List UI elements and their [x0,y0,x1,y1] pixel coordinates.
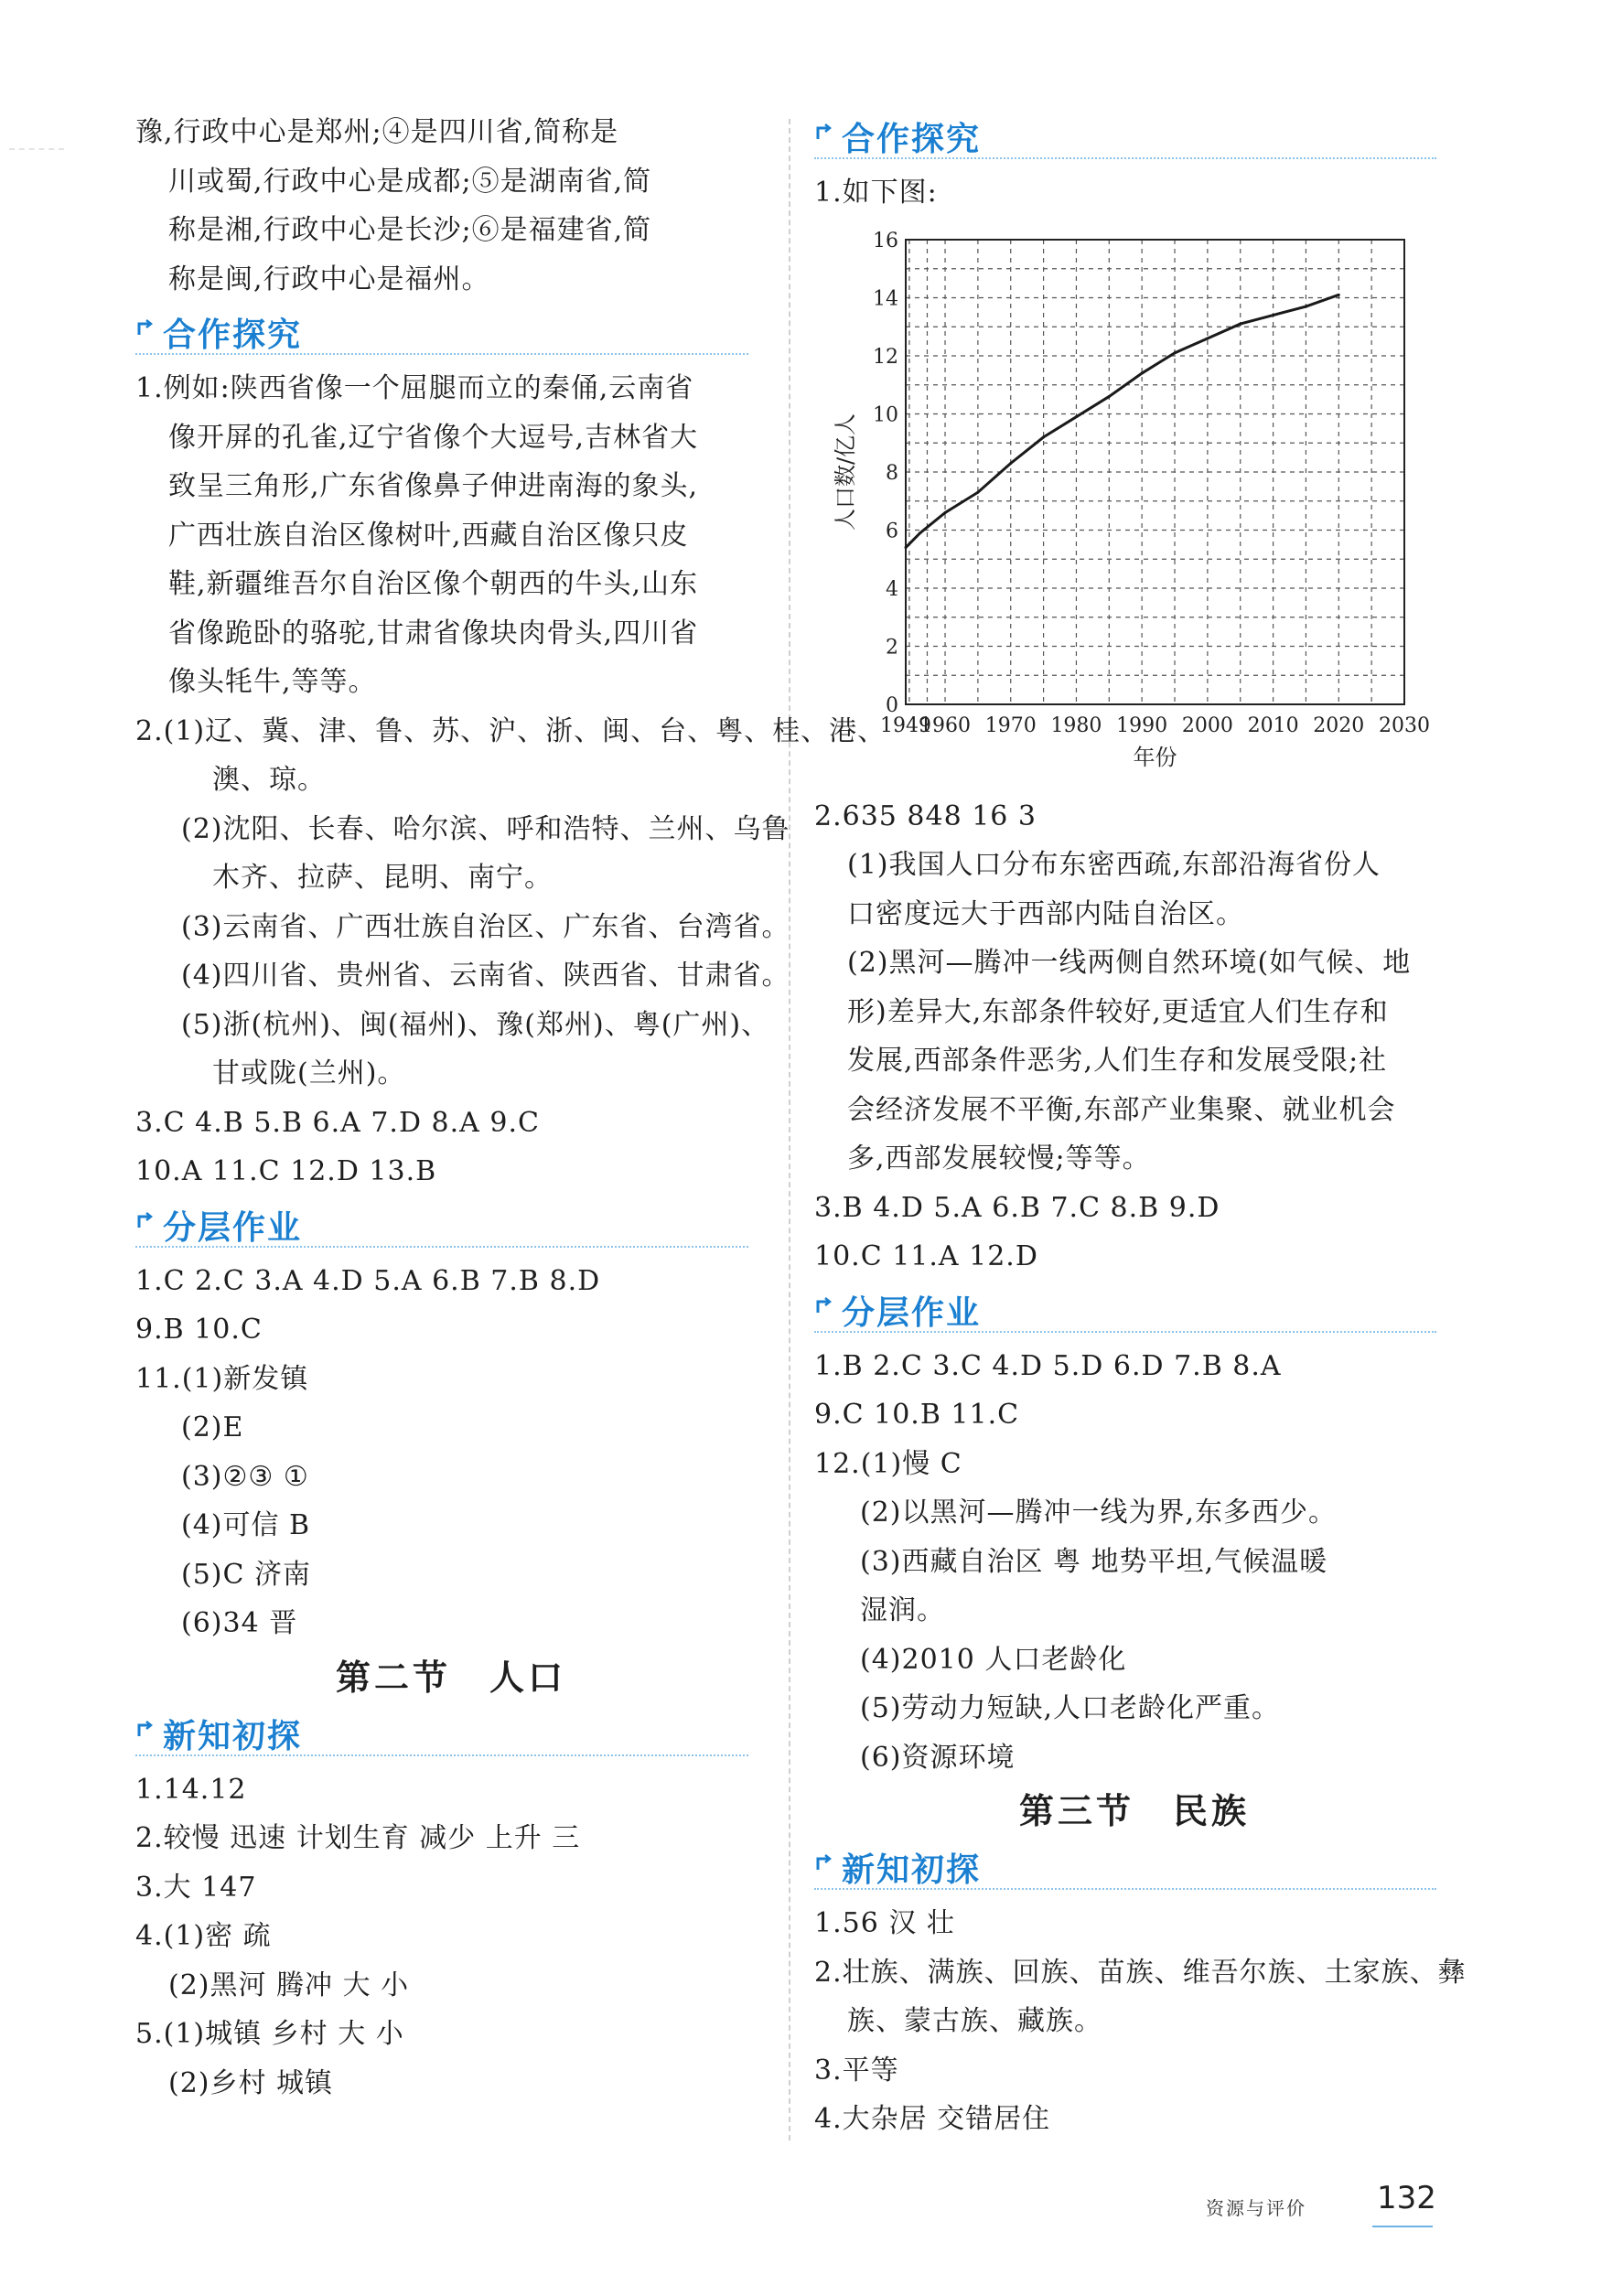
answer-line: (2)E [181,1411,244,1443]
answer-line: 多,西部发展较慢;等等。 [847,1143,1151,1175]
answer-line: 1.14.12 [135,1773,247,1806]
answer-line: (2)以黑河—腾冲一线为界,东多西少。 [860,1497,1338,1529]
answer-line: 3.大 147 [135,1871,257,1904]
y-tick-label: 6 [886,520,898,542]
x-tick-label: 1960 [919,713,972,737]
x-tick-label: 1949 [880,713,931,737]
choice-answers: 9.C 10.B 11.C [814,1399,1020,1431]
answer-line: 口密度远大于西部内陆自治区。 [847,897,1244,930]
data-point [1009,461,1012,464]
right-column [814,108,1467,2144]
data-point [1239,322,1241,325]
data-point [1174,351,1177,354]
text-line: 称是湘,行政中心是长沙;⑥是福建省,简 [168,214,652,246]
answer-line: 5.(1)城镇 乡村 大 小 [135,2018,404,2050]
data-point [944,510,947,513]
y-tick-label: 4 [886,577,898,601]
data-point [919,531,921,534]
x-tick-label: 1970 [984,713,1037,737]
x-axis-label: 年份 [1133,744,1177,770]
x-tick-label: 2000 [1181,713,1233,737]
header-underline [135,1246,748,1248]
corner-arrow-icon [814,123,834,143]
answer-line: 木齐、拉萨、昆明、南宁。 [212,862,553,894]
answer-line: 11.(1)新发镇 [135,1362,309,1395]
answer-line: (4)四川省、贵州省、云南省、陕西省、甘肃省。 [181,960,790,992]
answer-line: 发展,西部条件恶劣,人们生存和发展受限;社 [847,1045,1388,1077]
x-tick-label: 2020 [1313,713,1365,737]
answer-line: 澳、琼。 [212,764,326,796]
header-underline [135,1754,748,1756]
section-header-layered [135,1200,767,1251]
data-point [905,546,908,549]
answer-line: 1.例如:陕西省像一个屈腿而立的秦俑,云南省 [135,372,694,404]
answer-line: 甘或陇(兰州)。 [212,1057,406,1089]
answer-line: 1.56 汉 壮 [814,1907,955,1939]
answer-line: 4.大杂居 交错居住 [814,2103,1051,2135]
answer-line: 2.壮族、满族、回族、苗族、维吾尔族、土家族、彝 [814,1956,1467,1989]
text-line: 称是闽,行政中心是福州。 [168,263,490,295]
section-title: 第二节 人口 [335,1657,566,1698]
answer-line: 族、蒙古族、藏族。 [847,2005,1102,2037]
data-point [976,490,979,493]
x-tick-label: 1990 [1116,713,1168,737]
answer-line: 省像跪卧的骆驼,甘肃省像块肉骨头,四川省 [168,617,699,649]
header-underline [814,1888,1436,1890]
y-axis-label: 人口数/亿人 [833,413,858,531]
section-header-cooperate [814,112,1455,163]
answer-line: 3.平等 [814,2054,899,2087]
data-point [1042,435,1045,438]
choice-answers: 1.B 2.C 3.C 4.D 5.D 6.D 7.B 8.A [814,1349,1282,1382]
y-tick-label: 10 [873,403,898,426]
section-title: 第三节 民族 [1018,1791,1250,1831]
answer-line: 1.如下图: [814,177,938,209]
y-tick-label: 0 [886,693,898,717]
answer-line: (4)可信 B [181,1509,311,1541]
y-tick-label: 2 [886,636,898,659]
corner-arrow-icon [135,1211,156,1231]
x-tick-label: 2030 [1379,713,1430,737]
y-tick-label: 16 [873,229,898,252]
data-point [1272,314,1274,317]
corner-arrow-icon [814,1853,834,1873]
population-chart [814,220,1455,787]
answer-line: (6)34 晋 [181,1607,298,1639]
choice-answers: 10.C 11.A 12.D [814,1240,1038,1272]
section-header-new [814,1842,1455,1894]
header-underline [135,353,748,355]
answer-line: 会经济发展不平衡,东部产业集聚、就业机会 [847,1093,1396,1126]
answer-line: (5)C 济南 [181,1558,311,1591]
book-name: 资源与评价 [1206,2197,1306,2219]
choice-answers: 1.C 2.C 3.A 4.D 5.A 6.B 7.B 8.D [135,1264,601,1297]
answer-line: 2.较慢 迅速 计划生育 减少 上升 三 [135,1822,581,1854]
header-underline [814,1331,1436,1333]
choice-answers: 3.B 4.D 5.A 6.B 7.C 8.B 9.D [814,1191,1220,1224]
data-point [1141,371,1144,374]
section-header-layered [814,1285,1455,1336]
data-point [1108,394,1111,397]
text-line: 川或蜀,行政中心是成都;⑤是湖南省,简 [168,165,652,198]
answer-line: 湿润。 [860,1594,945,1626]
answer-line: 广西壮族自治区像树叶,西藏自治区像只皮 [168,519,689,552]
y-tick-label: 12 [873,345,898,369]
corner-arrow-icon [814,1296,834,1316]
x-tick-label: 1980 [1050,713,1102,737]
answer-line: (5)劳动力短缺,人口老龄化严重。 [860,1692,1281,1724]
answer-line: (6)资源环境 [860,1741,1016,1774]
answer-line: (2)黑河—腾冲一线两侧自然环境(如气候、地 [847,947,1412,979]
section-header-label: 新知初探 [163,1717,303,1755]
answer-line: 2.(1)辽、冀、津、鲁、苏、沪、浙、闽、台、粤、桂、港、 [135,714,887,747]
section-header-label: 分层作业 [842,1293,982,1332]
data-point [1338,293,1340,295]
answer-line: (3)②③ ① [181,1460,309,1493]
section-header-new [135,1709,767,1760]
corner-arrow-icon [135,318,156,338]
data-point [1305,305,1307,307]
section-header-cooperate [135,307,767,359]
answer-line: (2)沈阳、长春、哈尔滨、呼和浩特、兰州、乌鲁 [181,812,790,845]
answer-line: 2.635 848 16 3 [814,799,1037,832]
x-tick-label: 2010 [1247,713,1299,737]
corner-arrow-icon [135,1720,156,1740]
answer-line: 像开屏的孔雀,辽宁省像个大逗号,吉林省大 [168,421,699,454]
answer-line: (1)我国人口分布东密西疏,东部沿海省份人 [847,849,1381,881]
choice-answers: 3.C 4.B 5.B 6.A 7.D 8.A 9.C [135,1106,540,1139]
answer-line: (4)2010 人口老龄化 [860,1643,1127,1676]
y-tick-label: 8 [886,461,898,485]
page-number-underline [1372,2226,1433,2227]
answer-line: 4.(1)密 疏 [135,1920,272,1952]
population-line-chart [814,220,1455,787]
data-point [1206,337,1209,339]
section-header-label: 新知初探 [842,1851,982,1889]
section-header-label: 合作探究 [842,121,982,158]
answer-line: 像头牦牛,等等。 [168,666,377,698]
answer-line: (5)浙(杭州)、闽(福州)、豫(郑州)、粤(广州)、 [181,1008,770,1041]
answer-line: (3)西藏自治区 粤 地势平坦,气候温暖 [860,1545,1328,1578]
data-point [1075,415,1078,418]
header-underline [814,157,1436,159]
page-number: 132 [1377,2180,1436,2216]
section-header-label: 合作探究 [163,317,303,354]
y-tick-label: 14 [873,287,898,310]
answer-line: 致呈三角形,广东省像鼻子伸进南海的象头, [168,470,699,502]
text-line: 豫,行政中心是郑州;④是四川省,简称是 [135,116,619,148]
answer-line: (2)黑河 腾冲 大 小 [168,1969,410,2001]
choice-answers: 9.B 10.C [135,1314,263,1346]
answer-line: 形)差异大,东部条件较好,更适宜人们生存和 [847,995,1389,1028]
choice-answers: 10.A 11.C 12.D 13.B [135,1155,437,1187]
section-header-label: 分层作业 [163,1208,303,1247]
answer-line: 12.(1)慢 C [814,1447,962,1480]
answer-line: (3)云南省、广西壮族自治区、广东省、台湾省。 [181,910,790,943]
column-divider [789,119,790,2140]
margin-mark [9,148,64,150]
answer-line: (2)乡村 城镇 [168,2066,334,2099]
series-line-population [906,295,1338,547]
answer-line: 鞋,新疆维吾尔自治区像个朝西的牛头,山东 [168,568,699,600]
